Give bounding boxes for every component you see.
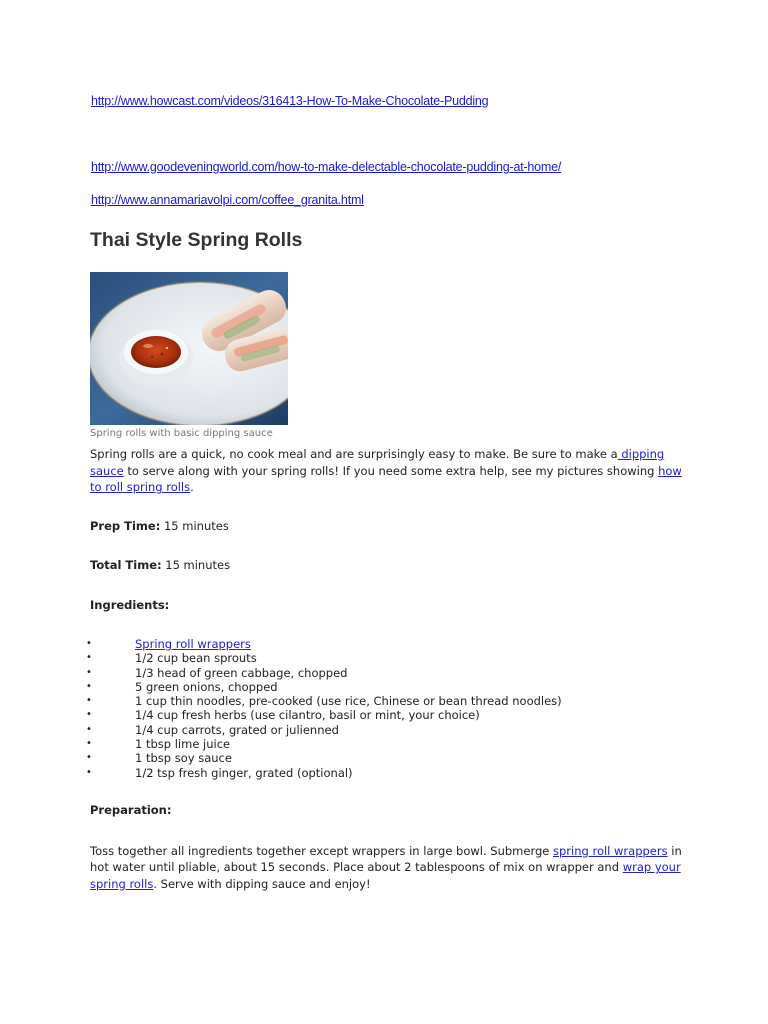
- bullet-icon: •: [86, 652, 92, 664]
- spring-roll-wrappers-inline-link[interactable]: spring roll wrappers: [553, 844, 668, 858]
- list-item: [0, 751, 562, 765]
- bullet-icon: •: [86, 752, 92, 764]
- list-item: [0, 666, 562, 680]
- bullet-icon: •: [86, 723, 92, 735]
- list-item: [0, 737, 562, 751]
- total-time-label: Total Time:: [90, 558, 162, 572]
- ingredients-heading: [90, 598, 169, 612]
- recipe-title: Thai Style Spring Rolls: [90, 229, 303, 251]
- intro-text-3: .: [190, 480, 194, 494]
- bullet-icon: •: [86, 766, 92, 778]
- preparation-directions: [90, 843, 684, 892]
- prep-time: [90, 519, 229, 533]
- list-item: [0, 637, 562, 651]
- list-item: [0, 680, 562, 694]
- intro-text-2: to serve along with your spring rolls! If you need some extra help, see my pictures showing: [123, 463, 659, 478]
- prep-time-label: Prep Time:: [90, 519, 161, 533]
- bullet-icon: •: [86, 666, 92, 678]
- directions-text-1: Toss together all ingredients together except wrappers in large bowl. Submerge: [90, 844, 554, 858]
- annamariavolpi-link[interactable]: http://www.annamariavolpi.com/coffee_granita.html: [91, 193, 364, 207]
- list-item: [0, 651, 562, 665]
- goodeveningworld-link[interactable]: http://www.goodeveningworld.com/how-to-make-delectable-chocolate-pudding-at-home/: [91, 160, 562, 174]
- total-time-value: 15 minutes: [161, 558, 231, 572]
- ingredient-text: 1 cup thin noodles, pre-cooked (use rice, Chinese or bean thread noodles): [135, 694, 562, 709]
- list-item: [0, 694, 562, 708]
- photo-caption: Spring rolls with basic dipping sauce: [90, 428, 273, 439]
- spring-rolls-photo: [90, 272, 288, 425]
- bullet-icon: •: [86, 695, 92, 707]
- ingredients-list: [0, 637, 562, 780]
- ingredient-text: 1/2 tsp fresh ginger, grated (optional): [135, 765, 353, 780]
- ingredients-heading-text: Ingredients:: [90, 598, 170, 612]
- ingredient-text: 1 tbsp lime juice: [135, 737, 231, 752]
- ingredient-text: 1/3 head of green cabbage, chopped: [135, 665, 348, 680]
- preparation-heading-text: Preparation:: [90, 803, 172, 817]
- spring-roll-wrappers-link[interactable]: Spring roll wrappers: [135, 637, 251, 651]
- list-item: [0, 766, 562, 780]
- ingredient-text: 1 tbsp soy sauce: [135, 751, 232, 766]
- dipping-sauce-link[interactable]: dipping sauce: [90, 447, 665, 478]
- intro-text-1: Spring rolls are a quick, no cook meal and are surprisingly easy to make. Be sure to make a: [90, 447, 618, 461]
- total-time: [90, 558, 230, 572]
- ingredient-text: 1/2 cup bean sprouts: [135, 651, 257, 666]
- preparation-heading: [90, 803, 171, 817]
- bullet-icon: •: [86, 680, 92, 692]
- bullet-icon: •: [86, 709, 92, 721]
- ingredient-text: 5 green onions, chopped: [135, 679, 278, 694]
- ingredient-text: 1/4 cup carrots, grated or julienned: [135, 722, 339, 737]
- recipe-intro: [90, 446, 682, 496]
- how-to-roll-link[interactable]: how to roll spring rolls: [90, 463, 682, 494]
- bullet-icon: •: [86, 638, 92, 649]
- bullet-icon: •: [86, 738, 92, 750]
- howcast-link[interactable]: http://www.howcast.com/videos/316413-How-To-Make-Chocolate-Pudding: [91, 94, 489, 108]
- directions-text-2: in hot water until pliable, about 15 seconds. Place about 2 tablespoons of mix on wrapper and: [90, 844, 682, 875]
- list-item: [0, 723, 562, 737]
- ingredient-text: 1/4 cup fresh herbs (use cilantro, basil or mint, your choice): [135, 708, 480, 723]
- spring-rolls-image: [90, 272, 288, 425]
- wrap-spring-rolls-link[interactable]: wrap your spring rolls: [90, 860, 681, 891]
- prep-time-value: 15 minutes: [160, 519, 229, 533]
- directions-text-3: . Serve with dipping sauce and enjoy!: [153, 876, 371, 891]
- list-item: [0, 708, 562, 722]
